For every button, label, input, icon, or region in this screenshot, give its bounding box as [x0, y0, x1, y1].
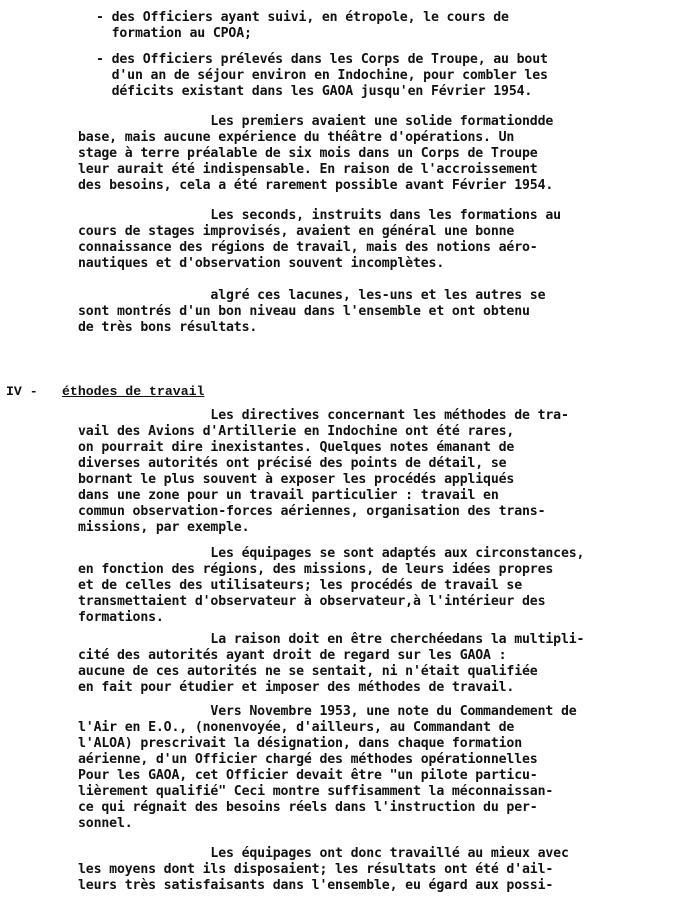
paragraph: Les équipages ont donc travaillé au mieux avec les moyens dont ils disposaient; les résultats ont été d'ail- leurs très satisfaisants dans l'ensemble, eu égard aux possi- — [78, 846, 569, 893]
paragraph: algré ces lacunes, les-uns et les autres se sont montrés d'un bon niveau dans l'ensemble et ont obtenu de très bons résultats. — [78, 288, 546, 335]
paragraph: La raison doit en être cherchéedans la multipli- cité des autorités ayant droit de regard sur les GAOA : aucune de ces autorités ne se sentait, ni n'était qualifiée en fait pour étudier et imposer des méthodes de travail. — [78, 632, 585, 695]
bullet-item: - des Officiers prélevés dans les Corps de Troupe, au bout d'un an de séjour environ en Indochine, pour combler les déficits existant dans les GAOA jusqu'en Février 1954. — [96, 52, 548, 99]
section-heading — [0, 384, 690, 402]
bullet-item: - des Officiers ayant suivi, en étropole, le cours de formation au CPOA; — [96, 10, 509, 41]
paragraph: Les équipages se sont adaptés aux circonstances, en fonction des régions, des missions, de leurs idées propres et de celles des utilisateurs; les procédés de travail se transmettaient d'observateur à observateur,à l'intérieur des formations. — [78, 546, 585, 625]
section-number: IV - — [6, 384, 38, 399]
paragraph: Les premiers avaient une solide formationdde base, mais aucune expérience du théâtre d'opérations. Un stage à terre préalable de six mois dans un Corps de Troupe leur aurait été indispensable. En raison de l'accroissement des besoins, cela a été rarement possible avant Février 1954. — [78, 114, 554, 193]
section-title: éthodes de travail — [62, 384, 205, 399]
paragraph: Les seconds, instruits dans les formations au cours de stages improvisés, avaient en général une bonne connaissance des régions de travail, mais des notions aéro- nautiques et d'observation souvent incomplètes. — [78, 208, 561, 271]
paragraph: Vers Novembre 1953, une note du Commandement de l'Air en E.O., (nonenvoyée, d'ailleurs, au Commandant de l'ALOA) prescrivait la désignation, dans chaque formation aérienne, d'un Officier chargé des méthodes opérationnelles Pour les GAOA, cet Officier devait être "un pilote particu- lièrement qualifié" Ceci montre suffisamment la méconnaissan- ce qui régnait des besoins réels dans l'instruction du per- sonnel. — [78, 704, 577, 831]
paragraph: Les directives concernant les méthodes de tra- vail des Avions d'Artillerie en Indochine ont été rares, on pourrait dire inexistantes. Quelques notes émanant de diverses autorités ont précisé des points de détail, se bornant le plus souvent à exposer les procédés appliqués dans une zone pour un travail particulier : travail en commun observation-forces aériennes, organisation des trans- missions, par exemple. — [78, 408, 569, 535]
